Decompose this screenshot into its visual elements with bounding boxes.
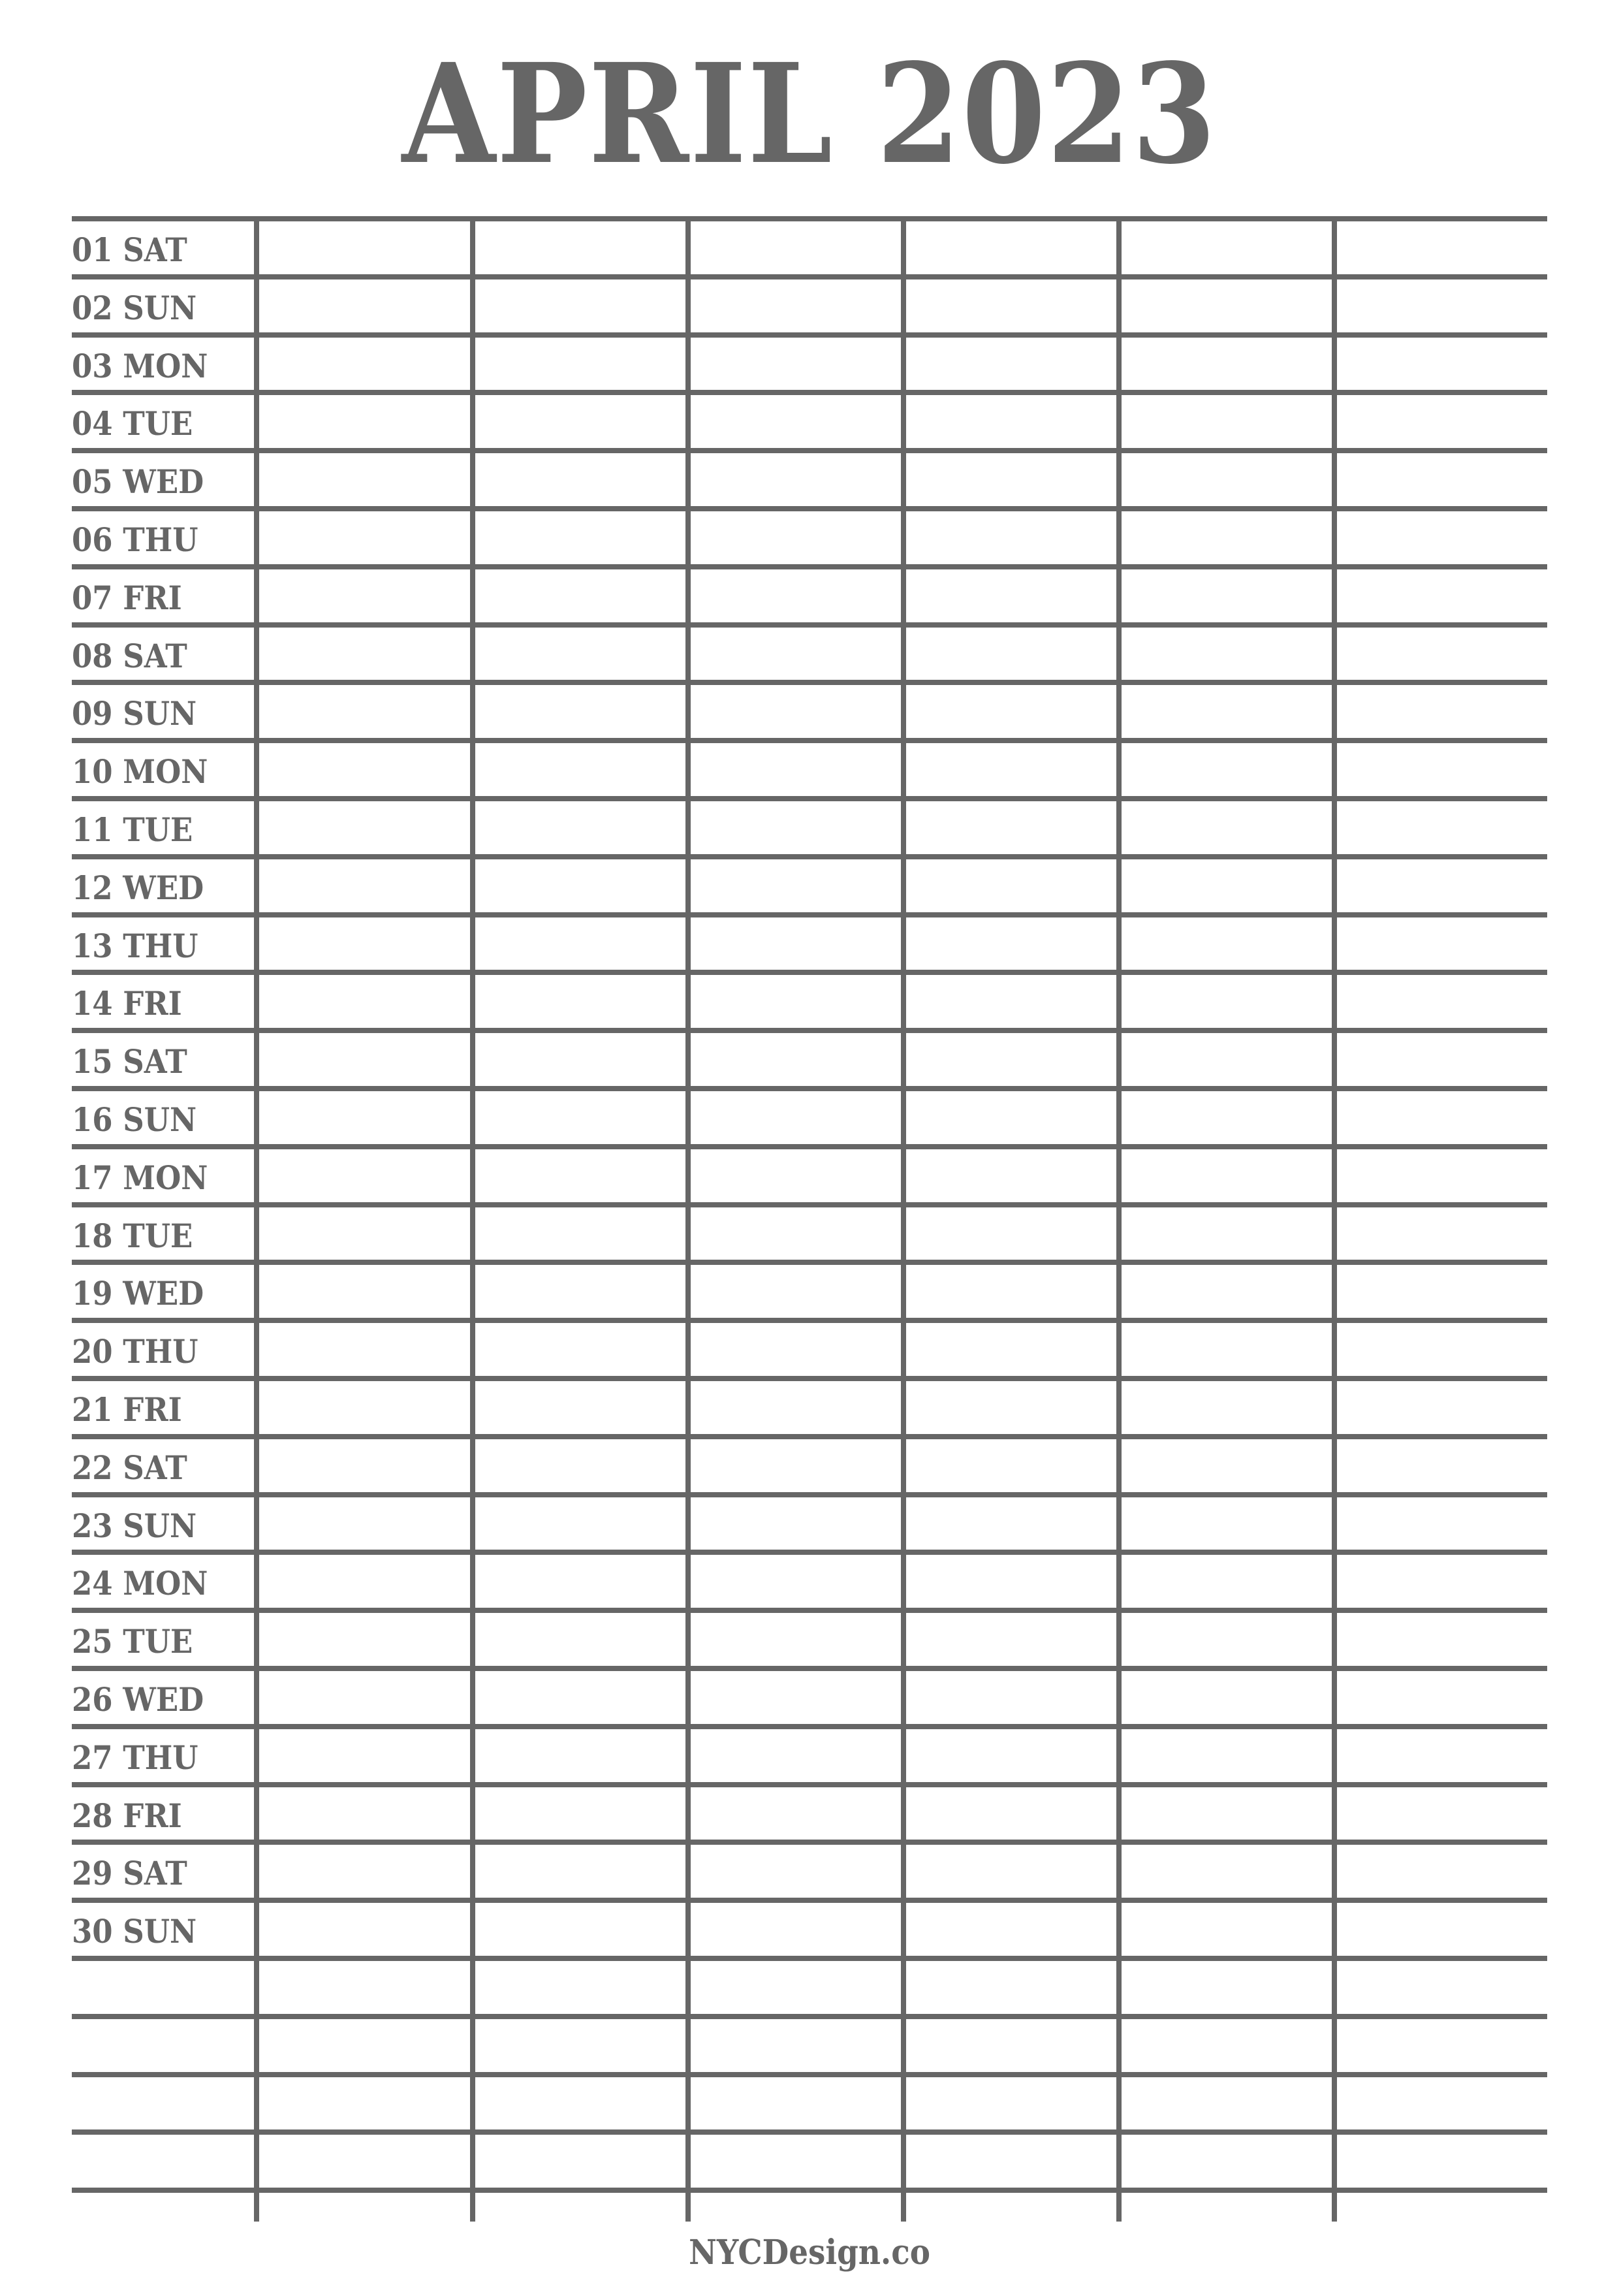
day-label: 04 TUE <box>72 404 193 443</box>
day-label: 09 SUN <box>72 694 197 733</box>
day-label: 21 FRI <box>72 1390 182 1429</box>
day-label: 30 SUN <box>72 1912 197 1951</box>
day-label: 08 SAT <box>72 636 187 675</box>
day-label: 03 MON <box>72 346 208 385</box>
day-label: 22 SAT <box>72 1448 187 1487</box>
day-label: 13 THU <box>72 926 198 965</box>
day-label: 07 FRI <box>72 578 182 617</box>
day-label: 28 FRI <box>72 1796 182 1835</box>
day-label: 01 SAT <box>72 231 187 269</box>
day-label: 06 THU <box>72 520 198 559</box>
day-label: 18 TUE <box>72 1216 193 1255</box>
day-label: 25 TUE <box>72 1622 193 1661</box>
day-label: 12 WED <box>72 868 204 907</box>
day-label: 20 THU <box>72 1332 198 1371</box>
day-label: 11 TUE <box>72 810 193 849</box>
day-label: 24 MON <box>72 1564 208 1603</box>
day-label: 23 SUN <box>72 1506 197 1545</box>
day-label: 27 THU <box>72 1738 198 1777</box>
day-label: 10 MON <box>72 752 208 791</box>
day-label: 17 MON <box>72 1158 208 1197</box>
day-label: 15 SAT <box>72 1042 187 1081</box>
day-label: 05 WED <box>72 462 204 502</box>
day-label: 29 SAT <box>72 1854 187 1893</box>
day-label: 26 WED <box>72 1680 204 1719</box>
page-title: APRIL 2023 <box>401 33 1218 195</box>
day-label: 19 WED <box>72 1274 204 1313</box>
day-label: 14 FRI <box>72 984 182 1023</box>
day-label: 16 SUN <box>72 1100 197 1139</box>
day-label: 02 SUN <box>72 288 197 327</box>
footer-credit: NYCDesign.co <box>689 2233 930 2272</box>
